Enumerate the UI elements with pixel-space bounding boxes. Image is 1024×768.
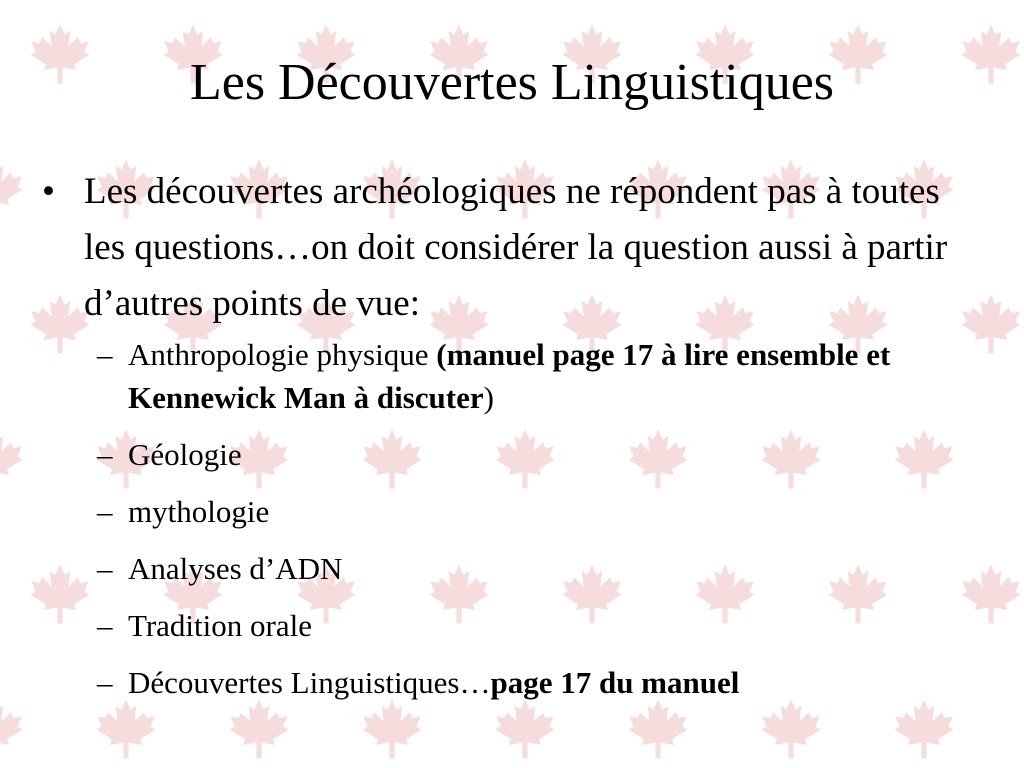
bullet-marker: •	[42, 171, 55, 212]
sub-bullet-list	[97, 333, 957, 718]
sub-bullet-item	[97, 661, 957, 704]
sub-bullet-text: mythologie	[128, 494, 270, 529]
sub-bullet-item	[97, 333, 957, 419]
sub-bullet-text: Découvertes Linguistiques…	[128, 665, 491, 700]
dash-marker: –	[97, 437, 113, 472]
sub-bullet-item	[97, 490, 957, 533]
main-bullet-text: Les découvertes archéologiques ne répondent pas à toutes les questions…on doit considérer la question aussi à partir d’autres points de vue:	[84, 171, 948, 324]
sub-bullet-text: Analyses d’ADN	[128, 551, 343, 586]
sub-bullet-bold-text: (manuel page 17 à lire ensemble et Kennewick Man à discuter	[128, 337, 891, 415]
sub-bullet-text: Géologie	[128, 437, 242, 472]
dash-marker: –	[97, 665, 113, 700]
sub-bullet-bold-text: page 17 du manuel	[490, 665, 740, 700]
dash-marker: –	[97, 608, 113, 643]
main-bullet	[42, 164, 982, 332]
sub-bullet-text: Tradition orale	[128, 608, 312, 643]
dash-marker: –	[97, 494, 113, 529]
dash-marker: –	[97, 551, 113, 586]
sub-bullet-item	[97, 604, 957, 647]
dash-marker: –	[97, 337, 113, 372]
sub-bullet-item	[97, 547, 957, 590]
sub-bullet-trailing-text: )	[483, 380, 494, 415]
slide-title: Les Découvertes Linguistiques	[189, 54, 835, 111]
sub-bullet-item	[97, 433, 957, 476]
sub-bullet-text: Anthropologie physique	[128, 337, 437, 372]
